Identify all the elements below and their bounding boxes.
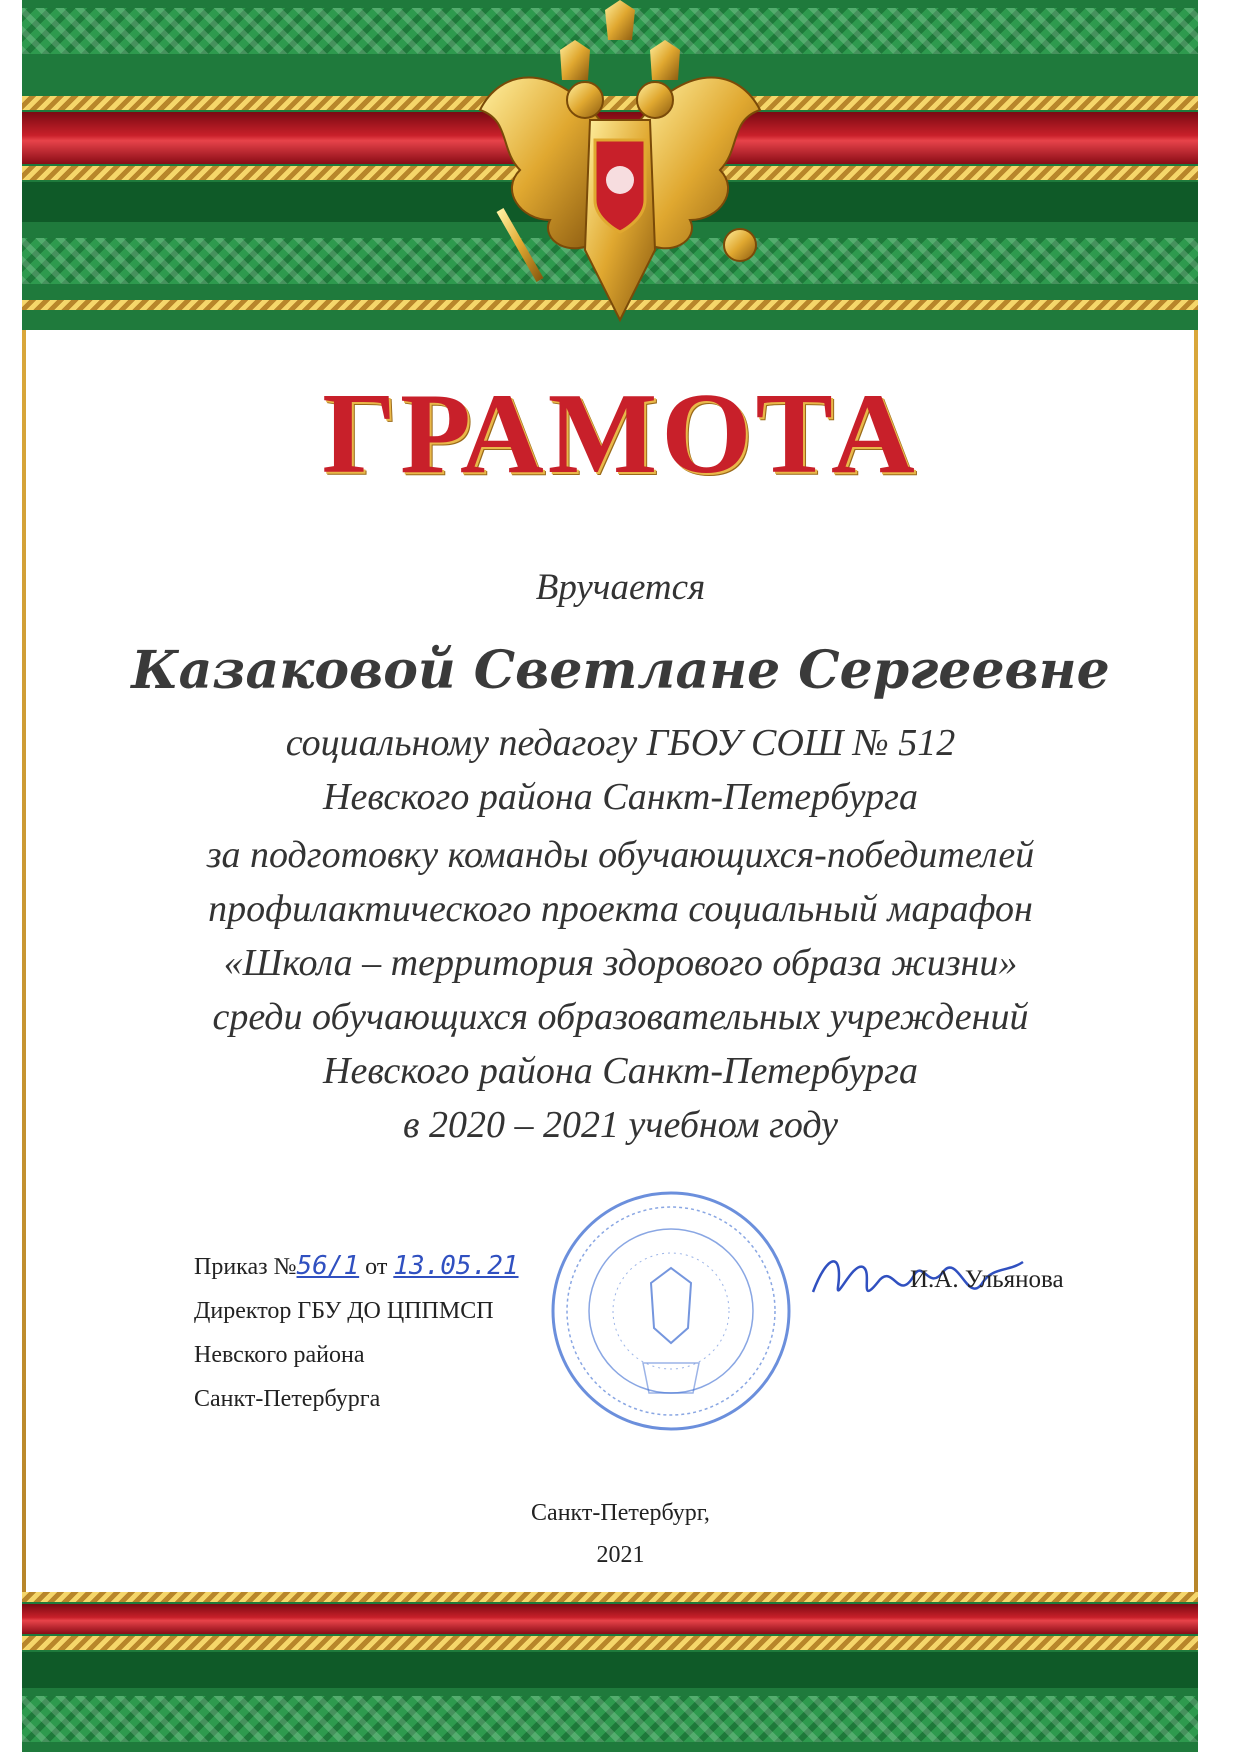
order-number: 56/1 [296, 1251, 360, 1281]
bottom-dark-stripe [22, 1652, 1198, 1688]
reason-line: профилактического проекта социальный марафон [208, 888, 1033, 930]
signatory-title-line: Невского района [194, 1342, 365, 1368]
footer-year: 2021 [596, 1542, 645, 1568]
bottom-red-ribbon [22, 1604, 1198, 1634]
reason-line: Невского района Санкт-Петербурга [323, 1050, 918, 1092]
position-line: социальному педагогу ГБОУ СОШ № 512 [285, 722, 956, 764]
bottom-pattern-strip [22, 1696, 1198, 1742]
position-line: Невского района Санкт-Петербурга [323, 776, 918, 818]
signatory-name: И.А. Ульянова [910, 1266, 1064, 1293]
reason-line: в 2020 – 2021 учебном году [402, 1104, 839, 1146]
signatory-title-line: Санкт-Петербурга [194, 1386, 381, 1412]
reason-line: «Школа – территория здорового образа жизни» [223, 942, 1018, 984]
coat-of-arms-icon [470, 0, 770, 340]
award-reason [0, 828, 1241, 1152]
footer-city: Санкт-Петербург, [531, 1500, 710, 1526]
order-and-signatory-block [194, 1244, 519, 1421]
presented-label: Вручается [535, 567, 706, 608]
certificate-title: ГРАМОТА [322, 370, 919, 498]
order-from-label: от [365, 1254, 388, 1280]
bottom-ornament-band [22, 1592, 1198, 1752]
reason-line: среди обучающихся образовательных учреждений [212, 996, 1029, 1038]
order-line [194, 1244, 519, 1289]
bottom-gold-stripe [22, 1636, 1198, 1650]
order-prefix: Приказ № [194, 1254, 297, 1280]
order-date: 13.05.21 [393, 1251, 519, 1281]
recipient-name: Казаковой Светлане Сергеевне [131, 640, 1110, 701]
footer-place-date [0, 1492, 1241, 1576]
official-seal-icon [548, 1188, 794, 1434]
recipient-position [0, 716, 1241, 824]
bottom-gold-edge [22, 1592, 1198, 1602]
reason-line: за подготовку команды обучающихся-победителей [206, 834, 1035, 876]
signatory-title-line: Директор ГБУ ДО ЦППМСП [194, 1298, 494, 1324]
